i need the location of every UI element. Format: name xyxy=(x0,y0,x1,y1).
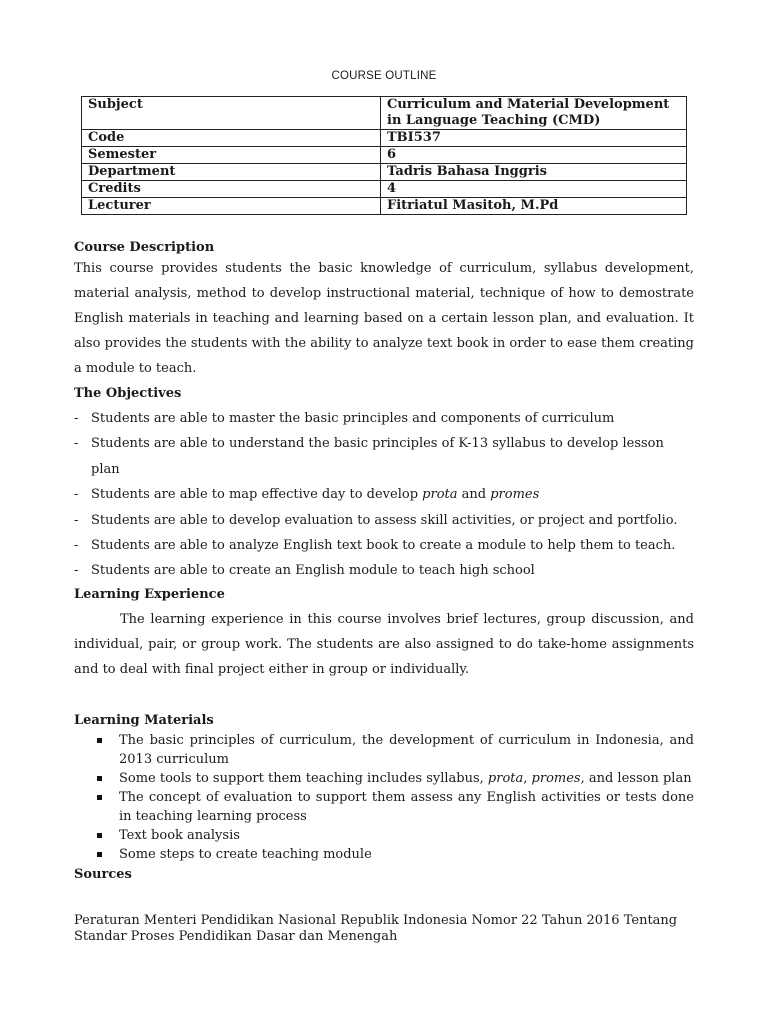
list-item: - Students are able to understand the basic principles of K-13 syllabus to develop lesson plan xyxy=(74,431,694,482)
learning-materials-list xyxy=(96,731,694,864)
objective-text: Students are able to map effective day to develop xyxy=(91,487,423,503)
promes-term: promes xyxy=(490,487,540,503)
learning-experience-text: The learning experience in this course involves brief lectures, group discussion, and individual, pair, or group work. The students are also assigned to do take-home assignments and to deal with final project either in group or individually. xyxy=(74,612,694,677)
learning-materials-heading: Learning Materials xyxy=(74,713,214,728)
list-item: The concept of evaluation to support them assess any English activities or tests done in teaching learning process xyxy=(96,788,694,826)
list-item: Some steps to create teaching module xyxy=(96,845,694,864)
semester-value: 6 xyxy=(381,147,687,164)
sources-text: Peraturan Menteri Pendidikan Nasional Republik Indonesia Nomor 22 Tahun 2016 Tentang Standar Proses Pendidikan Dasar dan Menengah xyxy=(74,913,678,944)
list-item: The basic principles of curriculum, the development of curriculum in Indonesia, and 2013 curriculum xyxy=(96,731,694,769)
prota-term: prota xyxy=(487,771,524,786)
list-item xyxy=(96,769,694,788)
list-item: Text book analysis xyxy=(96,826,694,845)
department-value: Tadris Bahasa Inggris xyxy=(381,164,687,181)
course-info-table xyxy=(81,96,687,215)
table-row xyxy=(82,97,687,130)
page-title: COURSE OUTLINE xyxy=(331,70,437,82)
credits-value: 4 xyxy=(381,181,687,198)
lecturer-value: Fitriatul Masitoh, M.Pd xyxy=(381,198,687,215)
list-item: - Students are able to master the basic principles and components of curriculum xyxy=(74,406,694,431)
list-item: - Students are able to create an English module to teach high school xyxy=(74,558,694,583)
code-value: TBI537 xyxy=(381,130,687,147)
credits-label: Credits xyxy=(82,181,381,198)
sources-heading: Sources xyxy=(74,867,132,882)
code-label: Code xyxy=(82,130,381,147)
objective-text: and xyxy=(457,487,491,503)
objectives-heading: The Objectives xyxy=(74,386,182,401)
objectives-list xyxy=(74,406,694,584)
list-item: - Students are able to develop evaluation to assess skill activities, or project and portfolio. xyxy=(74,508,694,533)
promes-term: promes xyxy=(531,771,581,786)
prota-term: prota xyxy=(422,487,458,503)
subject-value: Curriculum and Material Development in Language Teaching (CMD) xyxy=(381,97,687,130)
lecturer-label: Lecturer xyxy=(82,198,381,215)
table-row xyxy=(82,130,687,147)
semester-label: Semester xyxy=(82,147,381,164)
table-row xyxy=(82,164,687,181)
department-label: Department xyxy=(82,164,381,181)
learning-experience-heading: Learning Experience xyxy=(74,587,225,602)
list-item xyxy=(74,482,694,507)
table-row xyxy=(82,181,687,198)
material-text: , xyxy=(523,771,532,786)
table-row xyxy=(82,147,687,164)
material-text: , and lesson plan xyxy=(580,771,692,786)
material-text: Some tools to support them teaching includes syllabus, xyxy=(119,771,488,786)
list-item: - Students are able to analyze English text book to create a module to help them to teach. xyxy=(74,533,694,558)
course-description-text: This course provides students the basic knowledge of curriculum, syllabus development, material analysis, method to develop instructional material, technique of how to demostrate English materials in teaching and learning based on a certain lesson plan, and evaluation. It also provides the students with the ability to analyze text book in order to ease them creating a module to teach. xyxy=(74,261,694,376)
table-row xyxy=(82,198,687,215)
subject-label: Subject xyxy=(82,97,381,130)
course-description-heading: Course Description xyxy=(74,240,215,255)
